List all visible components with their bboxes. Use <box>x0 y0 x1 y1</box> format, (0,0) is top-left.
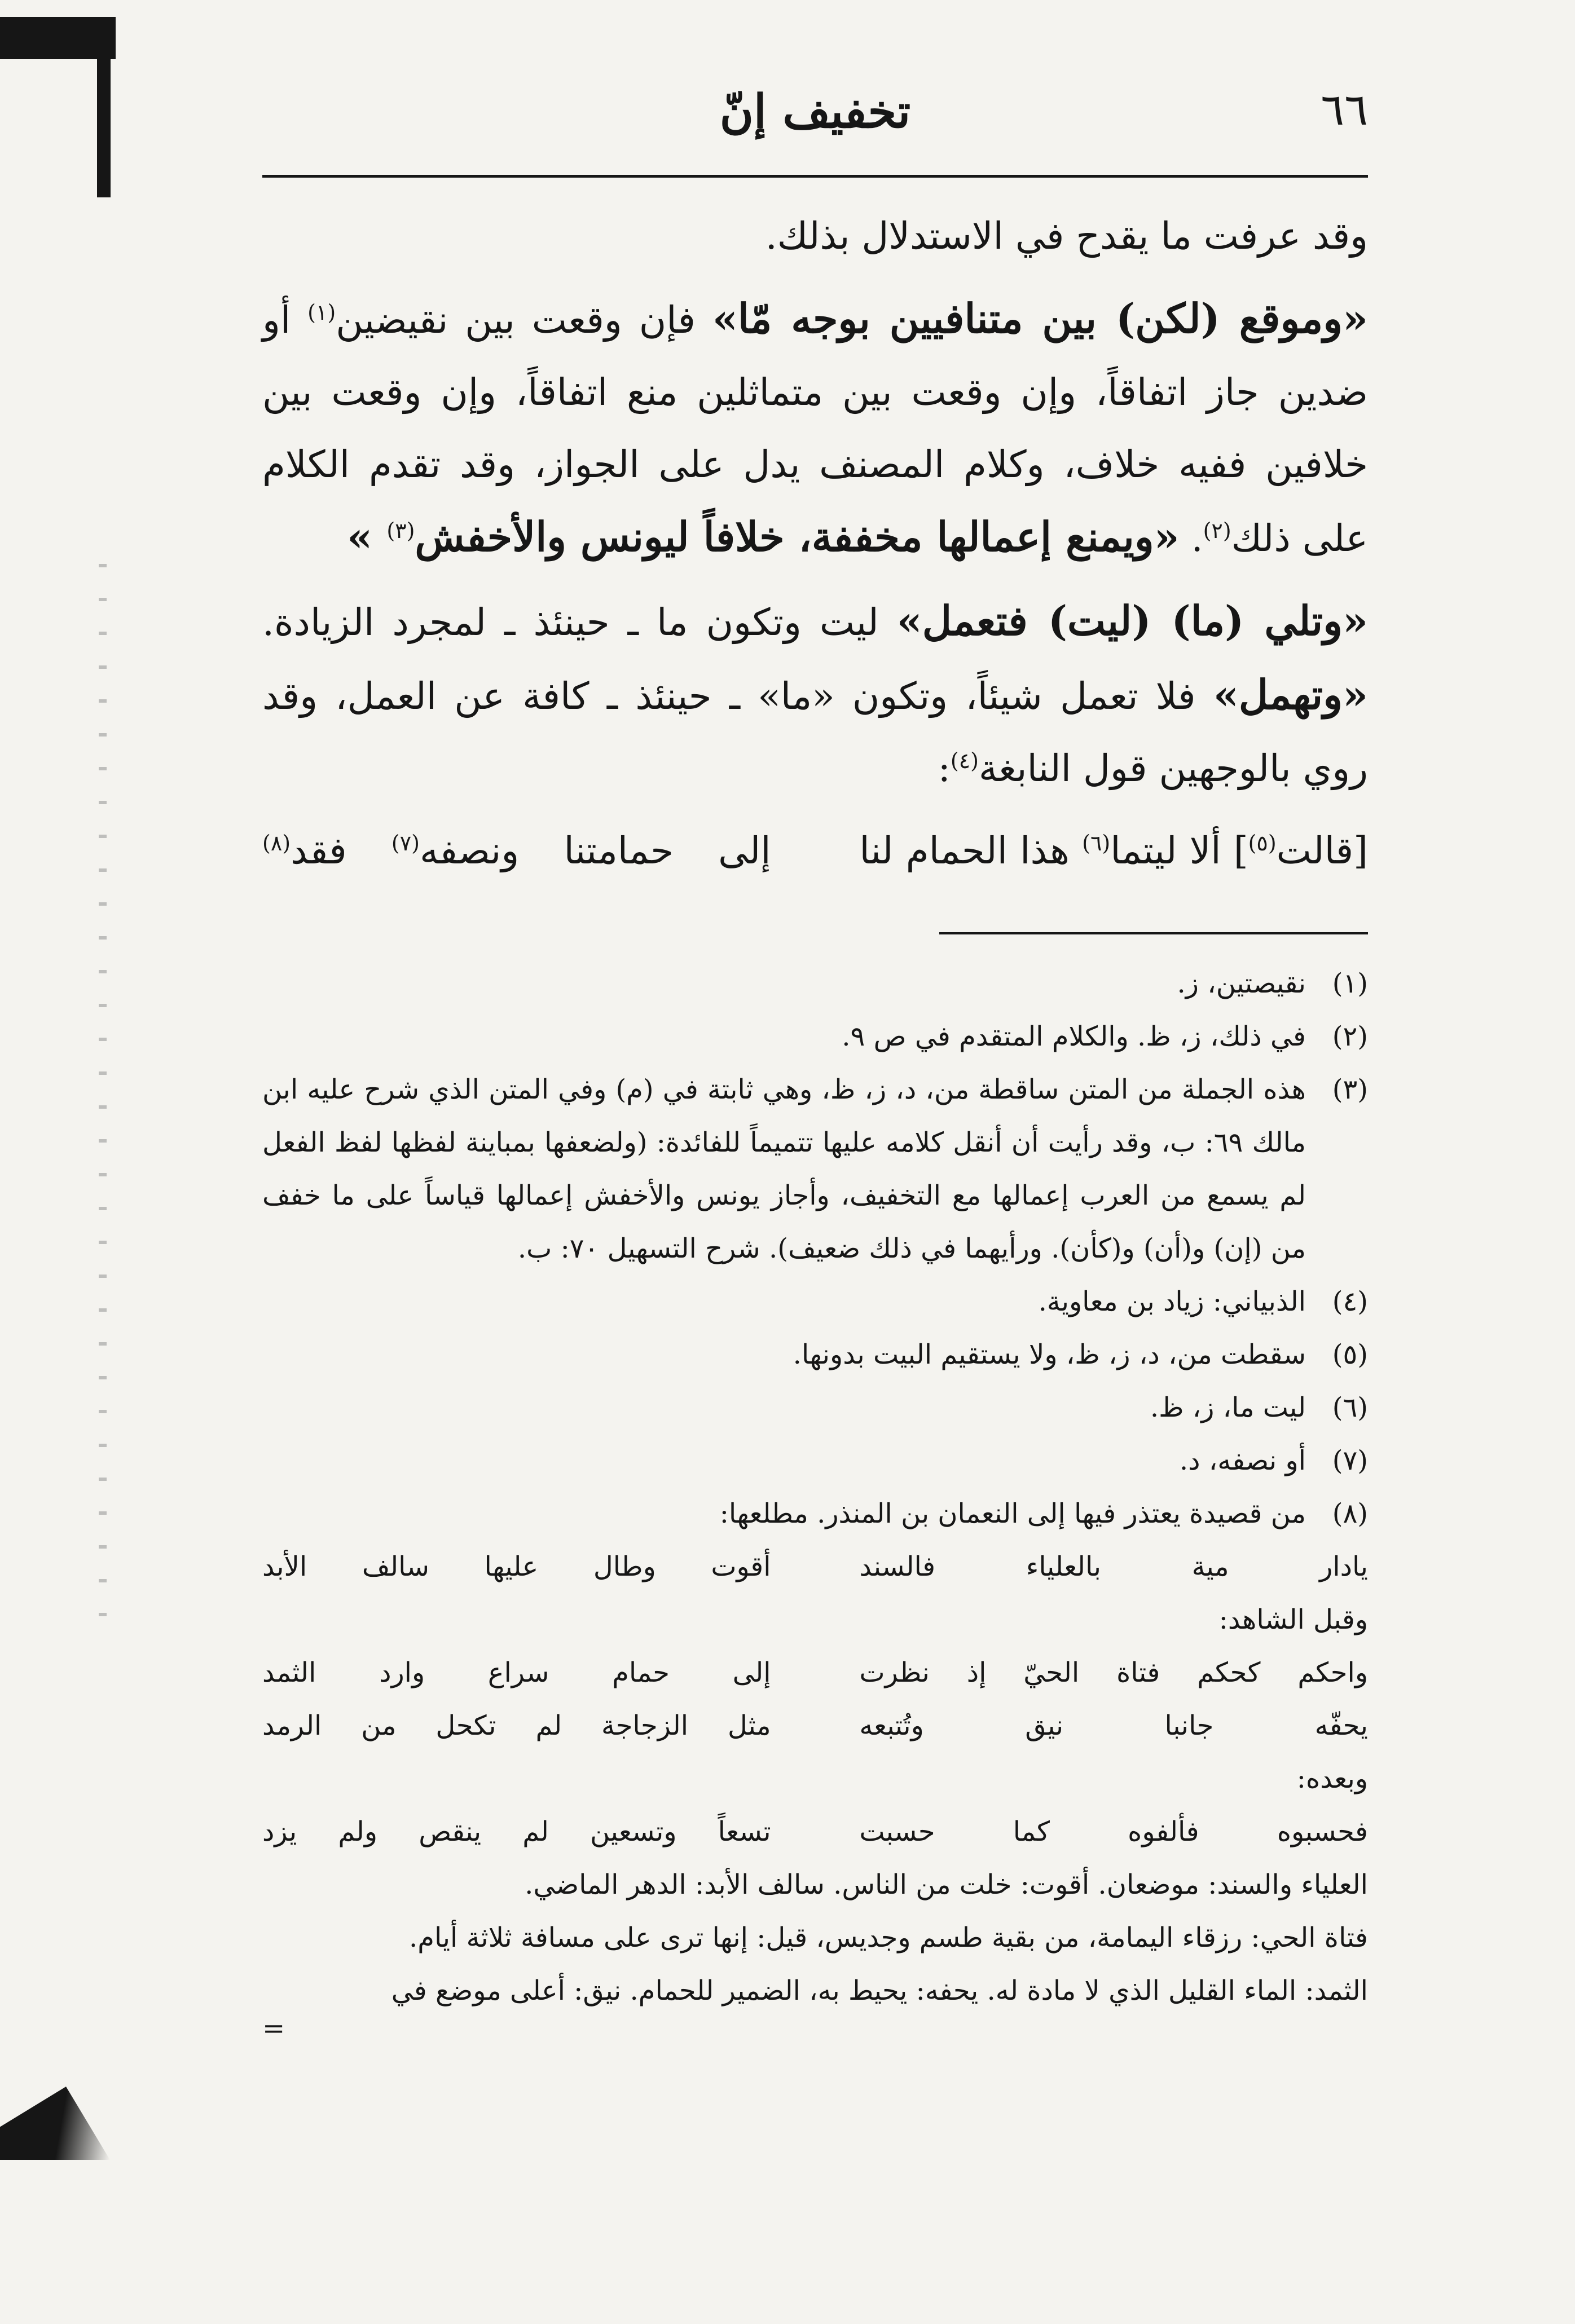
footnote <box>262 1063 1368 1275</box>
verse-first-hemistich: واحكم كحكم فتاة الحيّ إذ نظرت <box>859 1657 1368 1688</box>
footnote-text: هذه الجملة من المتن ساقطة من، د، ز، ظ، وهي ثابتة في (م) وفي المتن الذي شرح عليه ابن مالك ٦٩: ب، وقد رأيت أن أنقل كلامه عليها تتميماً للفائدة: (ولضعفها بمباينة لفظها لفظ الفعل لم يسمع من العرب إعمالها مع التخفيف، وأجاز يونس والأخفش إعمالها قياساً على ما خفف من (إن) و(أن) و(كأن). ورأيهما في ذلك ضعيف). شرح التسهيل ٧٠: ب. <box>262 1074 1306 1264</box>
footnote <box>262 1010 1368 1063</box>
footnote-ref: (٣) <box>386 518 415 543</box>
footnote <box>262 1434 1368 1487</box>
footnote-ref: (٤) <box>950 748 979 773</box>
paragraph-1: وقد عرفت ما يقدح في الاستدلال بذلك. <box>765 214 1368 258</box>
footnote-verse <box>262 1646 1368 1699</box>
text-run: [قالت <box>1276 829 1368 872</box>
footnote <box>262 1381 1368 1434</box>
binding-specks <box>99 564 107 1635</box>
text-run: فإن وقعت بين نقيضين <box>336 298 712 342</box>
book-page <box>262 79 1368 2044</box>
footnote-verse <box>262 1540 1368 1593</box>
verse-first-hemistich: يحفّه جانبا نيق وتُتبعه <box>859 1710 1368 1741</box>
footnote-text: أو نصفه، د. <box>1179 1445 1306 1476</box>
paragraph-3 <box>262 585 1368 805</box>
running-title: تخفيف إنّ <box>719 85 911 139</box>
footnote-verse <box>262 1805 1368 1858</box>
text-run: ] ألا ليتما <box>1110 829 1248 872</box>
footnote-number: (٧) <box>1332 1445 1368 1476</box>
text-run: فلا تعمل شيئاً، وتكون «ما» ـ حينئذ ـ كافة عن العمل، وقد روي بالوجهين قول النابغة <box>262 674 1368 790</box>
main-text <box>262 200 1368 887</box>
text-run: : <box>938 747 951 790</box>
footnote-text: نقيصتين، ز. <box>1177 968 1306 999</box>
footnote-text: ليت ما، ز، ظ. <box>1150 1392 1306 1423</box>
footnote-number: (٢) <box>1332 1021 1368 1052</box>
footnote-number: (٥) <box>1332 1339 1368 1370</box>
verse-second-hemistich: أقوت وطال عليها سالف الأبد <box>262 1551 771 1582</box>
footnote-text: سقطت من، د، ز، ظ، ولا يستقيم البيت بدونها. <box>793 1339 1306 1370</box>
footnote <box>262 1487 1368 1540</box>
footnote-verse <box>262 1699 1368 1752</box>
footnote-separator <box>939 932 1368 934</box>
text-run: إلى حمامتنا ونصفه <box>420 829 771 872</box>
footnote-number: (٨) <box>1332 1498 1368 1529</box>
verse-second-hemistich: تسعاً وتسعين لم ينقص ولم يزد <box>262 1816 771 1847</box>
footnote-text: في ذلك، ز، ظ. والكلام المتقدم في ص ٩. <box>842 1021 1306 1052</box>
scan-binding-edge <box>0 0 68 2324</box>
footnote-ref: (١) <box>307 300 336 325</box>
footnote-ref: (٦) <box>1082 831 1111 855</box>
footnotes <box>262 957 1368 2044</box>
footnote-number: (٦) <box>1332 1392 1368 1423</box>
footnote <box>262 957 1368 1010</box>
matn-quote: «وتهمل» <box>1213 671 1368 718</box>
paragraph-2 <box>262 283 1368 575</box>
text-run: . <box>1179 517 1203 560</box>
verse-first-hemistich: فحسبوه فألفوه كما حسبت <box>859 1816 1368 1847</box>
verse-first-hemistich: يادار مية بالعلياء فالسند <box>859 1551 1368 1582</box>
footnote-line: فتاة الحي: رزقاء اليمامة، من بقية طسم وجديس، قيل: إنها ترى على مسافة ثلاثة أيام. <box>409 1922 1368 1953</box>
footnote-ref: (٧) <box>391 831 420 855</box>
footnote-line: وبعده: <box>1296 1763 1368 1794</box>
footnote <box>262 1328 1368 1381</box>
text-run: فقد <box>291 829 391 872</box>
continuation-mark: = <box>262 2013 285 2044</box>
footnote-number: (١) <box>1332 968 1368 999</box>
text-run: أو ضدين جاز اتفاقاً، وإن وقعت بين متماثلين منع اتفاقاً، وإن وقعت بين خلافين ففيه خلاف، وكلام المصنف يدل على الجواز، وقد تقدم الكلام على ذلك <box>262 298 1368 560</box>
footnote-number: (٣) <box>1332 1074 1368 1105</box>
text-run: » <box>347 513 387 561</box>
footnote-line: العلياء والسند: موضعان. أقوت: خلت من الناس. سالف الأبد: الدهر الماضي. <box>525 1869 1368 1900</box>
page-number: ٦٦ <box>1321 85 1368 135</box>
verse-first-hemistich <box>859 815 1368 887</box>
verse-second-hemistich: إلى حمام سراع وارد الثمد <box>262 1657 771 1688</box>
matn-quote: «وموقع (لكن) بين متنافيين بوجه مّا» <box>712 294 1368 342</box>
text-run: ليت وتكون ما ـ حينئذ ـ لمجرد الزيادة. <box>262 601 897 644</box>
poetry-verse <box>262 815 1368 887</box>
binding-mark-stem <box>97 17 111 197</box>
matn-quote: «وتلي (ما) (ليت) فتعمل» <box>896 597 1368 645</box>
footnote <box>262 1275 1368 1328</box>
matn-quote: «ويمنع إعمالها مخففة، خلافاً ليونس والأخفش <box>415 513 1180 561</box>
footnote-ref: (٥) <box>1248 831 1277 855</box>
footnote-ref: (٢) <box>1203 518 1231 543</box>
footnote-number: (٤) <box>1332 1286 1368 1317</box>
verse-second-hemistich <box>262 815 771 887</box>
footnote-text: من قصيدة يعتذر فيها إلى النعمان بن المنذر. مطلعها: <box>719 1498 1306 1529</box>
footnote-line: وقبل الشاهد: <box>1218 1604 1368 1635</box>
page-header <box>262 79 1368 178</box>
binding-mark-bottom <box>0 2087 110 2160</box>
footnote-line: الثمد: الماء القليل الذي لا مادة له. يحفه: يحيط به، الضمير للحمام. نيق: أعلى موضع في <box>391 1975 1368 2007</box>
text-run: هذا الحمام لنا <box>859 829 1083 872</box>
footnote-text: الذبياني: زياد بن معاوية. <box>1038 1286 1306 1317</box>
verse-second-hemistich: مثل الزجاجة لم تكحل من الرمد <box>262 1710 771 1741</box>
footnote-ref: (٨) <box>262 831 291 855</box>
